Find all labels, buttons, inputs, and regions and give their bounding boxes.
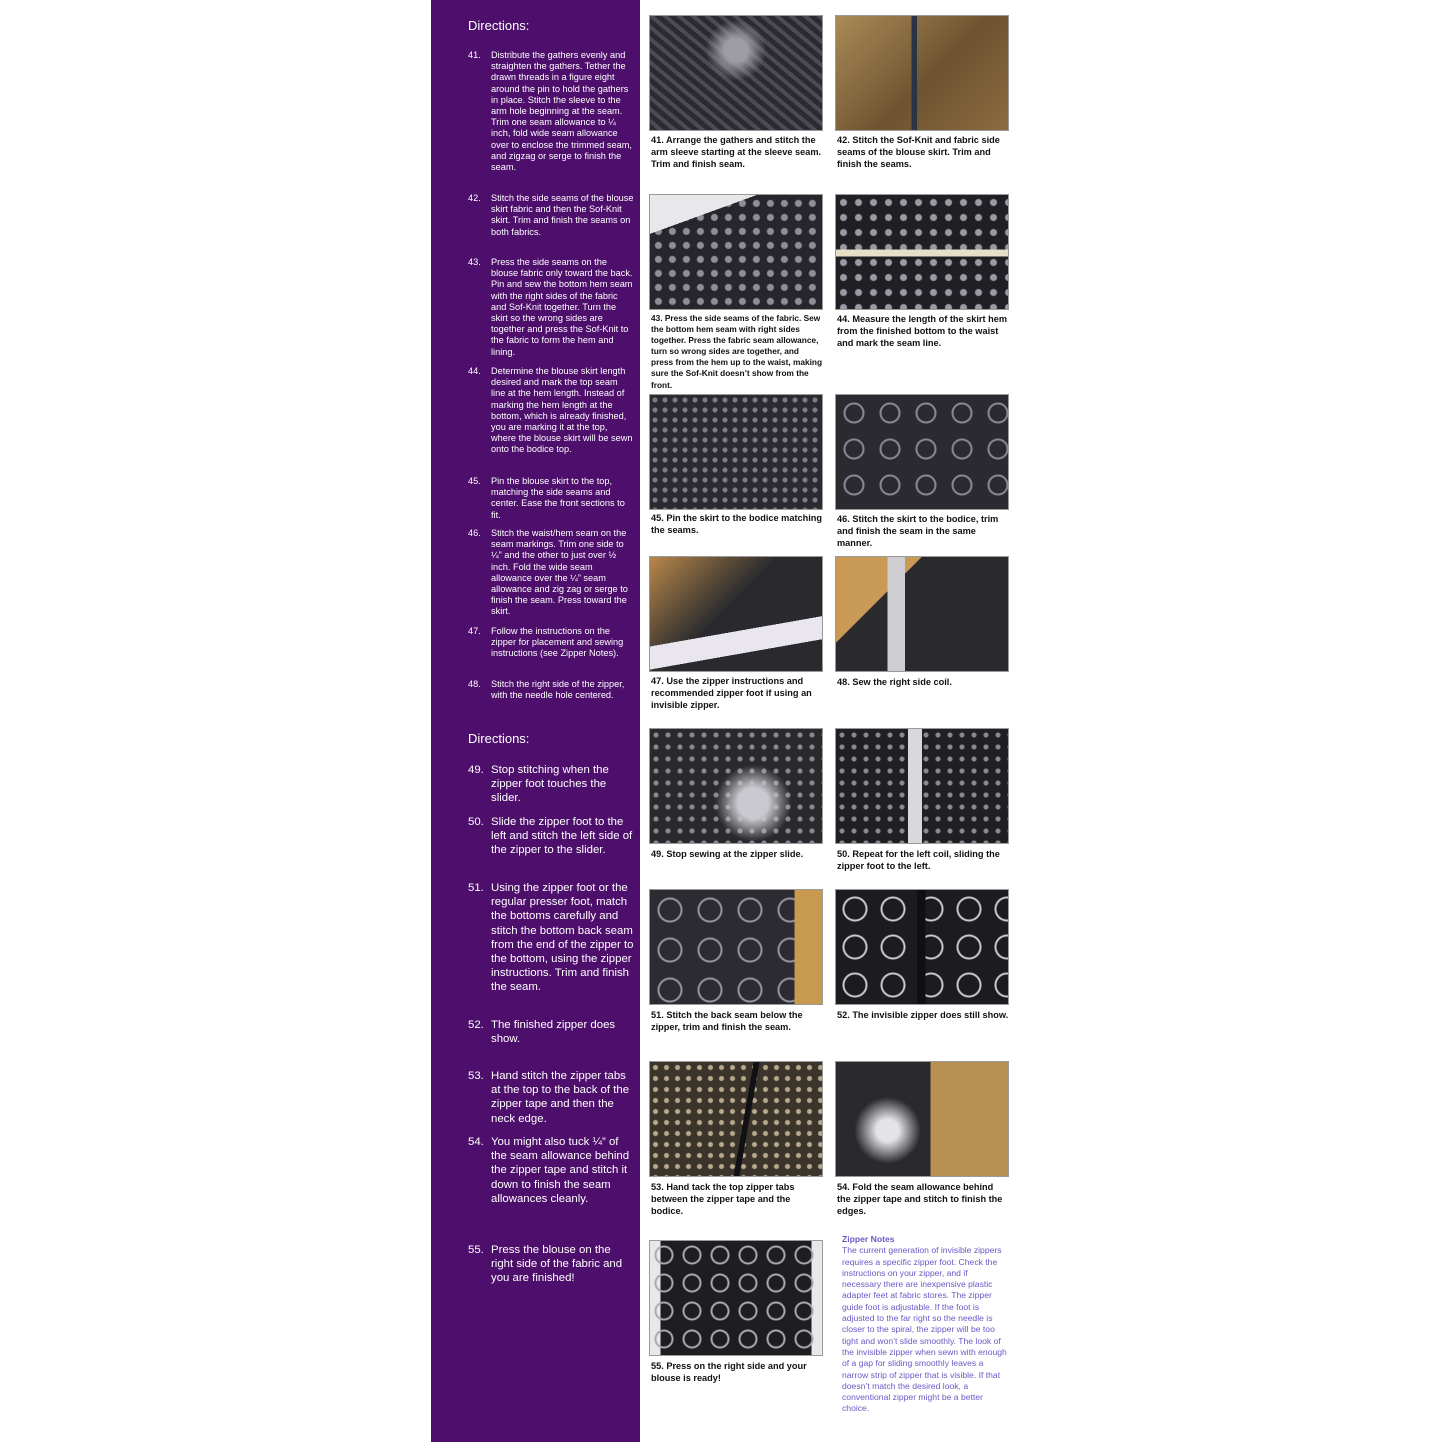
caption-42: 42. Stitch the Sof-Knit and fabric side seams of the blouse skirt. Trim and finish the seams. bbox=[837, 135, 1000, 170]
step-42: 42. Stitch the side seams of the blouse skirt fabric and then the Sof-Knit skirt. Trim and finish the seams on both fabrics. bbox=[468, 193, 634, 237]
step-51: 51. Using the zipper foot or the regular presser foot, match the bottoms carefully and stitch the bottom back seam from the end of the zipper to the bottom, using the zipper instructions. Trim and finish the seam. bbox=[468, 882, 634, 994]
zipper-notes-title: Zipper Notes bbox=[842, 1234, 895, 1244]
photo-49-zipper-slide bbox=[649, 728, 823, 844]
photo-54-seam-allowance bbox=[835, 1061, 1009, 1177]
step-54: 54. You might also tuck ¼” of the seam allowance behind the zipper tape and stitch it down to finish the seam allowances cleanly. bbox=[468, 1136, 630, 1205]
caption-47: 47. Use the zipper instructions and recommended zipper foot if using an invisible zipper. bbox=[651, 676, 812, 711]
photo-45-pin-skirt bbox=[649, 394, 823, 510]
photo-50-left-coil bbox=[835, 728, 1009, 844]
caption-43: 43. Press the side seams of the fabric. Sew the bottom hem seam with right sides together. Press the fabric seam allowance, turn so wrong sides are together, and press from the hem up to the waist, making sure the Sof-Knit doesn’t show from the front. bbox=[651, 313, 823, 390]
step-45: 45. Pin the blouse skirt to the top, matching the side seams and center. Ease the front sections to fit. bbox=[468, 476, 625, 520]
caption-51: 51. Stitch the back seam below the zipper, trim and finish the seam. bbox=[651, 1010, 803, 1033]
directions-sidebar bbox=[431, 0, 640, 1442]
photo-48-right-coil bbox=[835, 556, 1009, 672]
zipper-notes bbox=[842, 1234, 1008, 1415]
caption-54: 54. Fold the seam allowance behind the zipper tape and stitch to finish the edges. bbox=[837, 1182, 1003, 1217]
photo-44-measure-skirt bbox=[835, 194, 1009, 310]
caption-41: 41. Arrange the gathers and stitch the arm sleeve starting at the sleeve seam. Trim and finish seam. bbox=[651, 135, 822, 170]
caption-53: 53. Hand tack the top zipper tabs between the zipper tape and the bodice. bbox=[651, 1182, 795, 1217]
step-53: 53. Hand stitch the zipper tabs at the top to the back of the zipper tape and then the neck edge. bbox=[468, 1070, 630, 1125]
photo-43-press-seams bbox=[649, 194, 823, 310]
caption-55: 55. Press on the right side and your blouse is ready! bbox=[651, 1361, 807, 1384]
directions-heading-2: Directions: bbox=[468, 731, 530, 746]
caption-49: 49. Stop sewing at the zipper slide. bbox=[651, 849, 804, 859]
step-55: 55. Press the blouse on the right side of the fabric and you are finished! bbox=[468, 1244, 623, 1285]
caption-52: 52. The invisible zipper does still show. bbox=[837, 1010, 1009, 1020]
photo-46-stitch-skirt bbox=[835, 394, 1009, 510]
step-44: 44. Determine the blouse skirt length desired and mark the top seam line at the hem length. Instead of marking the hem length at the bottom, which is already finished, you are marking it at the top, where the blouse skirt will be sewn onto the bodice top. bbox=[468, 366, 633, 455]
photo-51-back-seam bbox=[649, 889, 823, 1005]
step-50: 50. Slide the zipper foot to the left and stitch the left side of the zipper to the slider. bbox=[468, 816, 633, 857]
step-49: 49. Stop stitching when the zipper foot touches the slider. bbox=[468, 764, 609, 805]
step-41: 41. Distribute the gathers evenly and straighten the gathers. Tether the drawn threads in a figure eight around the pin to hold the gathers in place. Stitch the sleeve to the arm hole beginning at the seam. Trim one seam allowance to ¼ inch, fold wide seam allowance over to enclose the trimmed seam, and zigzag or serge to finish the seam. bbox=[468, 50, 632, 173]
photo-55-finished-blouse bbox=[649, 1240, 823, 1356]
step-48: 48. Stitch the right side of the zipper, with the needle hole centered. bbox=[468, 679, 625, 701]
caption-44: 44. Measure the length of the skirt hem from the finished bottom to the waist and mark the seam line. bbox=[837, 314, 1008, 349]
step-43: 43. Press the side seams on the blouse fabric only toward the back. Pin and sew the bottom hem seam with the right sides of the fabric and Sof-Knit together. Turn the skirt so the wrong sides are together and press the Sof-Knit to the fabric to form the hem and lining. bbox=[468, 257, 633, 357]
step-46: 46. Stitch the waist/hem seam on the seam markings. Trim one side to ¼” and the other to just over ½ inch. Fold the wide seam allowance over the ¼” seam allowance and zig zag or serge to finish the seam. Press toward the skirt. bbox=[468, 528, 628, 617]
caption-45: 45. Pin the skirt to the bodice matching the seams. bbox=[651, 513, 823, 536]
caption-46: 46. Stitch the skirt to the bodice, trim and finish the seam in the same manner. bbox=[837, 514, 999, 549]
zipper-notes-text: The current generation of invisible zippers requires a specific zipper foot. Check the instructions on your zipper, and if necessary there are inexpensive plastic adapter feet at fabric stores. The zipper guide foot is adjustable. If the foot is adjusted to the far right so the needle is closer to the spiral, the zipper will be too tight and won’t slide smoothly. The look of the invisible zipper when sewn with enough of a gap for sliding smoothly leaves a narrow strip of zipper that is visible. If that doesn’t match the desired look, a conventional zipper might be a better choice. bbox=[842, 1245, 1007, 1414]
caption-48: 48. Sew the right side coil. bbox=[837, 677, 952, 687]
photo-41-arm-sleeve bbox=[649, 15, 823, 131]
photo-53-zipper-tabs bbox=[649, 1061, 823, 1177]
photo-47-zipper-instructions bbox=[649, 556, 823, 672]
photo-52-invisible-zipper bbox=[835, 889, 1009, 1005]
step-52: 52. The finished zipper does show. bbox=[468, 1019, 616, 1046]
caption-50: 50. Repeat for the left coil, sliding the zipper foot to the left. bbox=[837, 849, 1000, 872]
step-47: 47. Follow the instructions on the zipper for placement and sewing instructions (see Zipper Notes). bbox=[468, 626, 624, 659]
photo-42-side-seams bbox=[835, 15, 1009, 131]
directions-heading: Directions: bbox=[468, 18, 530, 33]
